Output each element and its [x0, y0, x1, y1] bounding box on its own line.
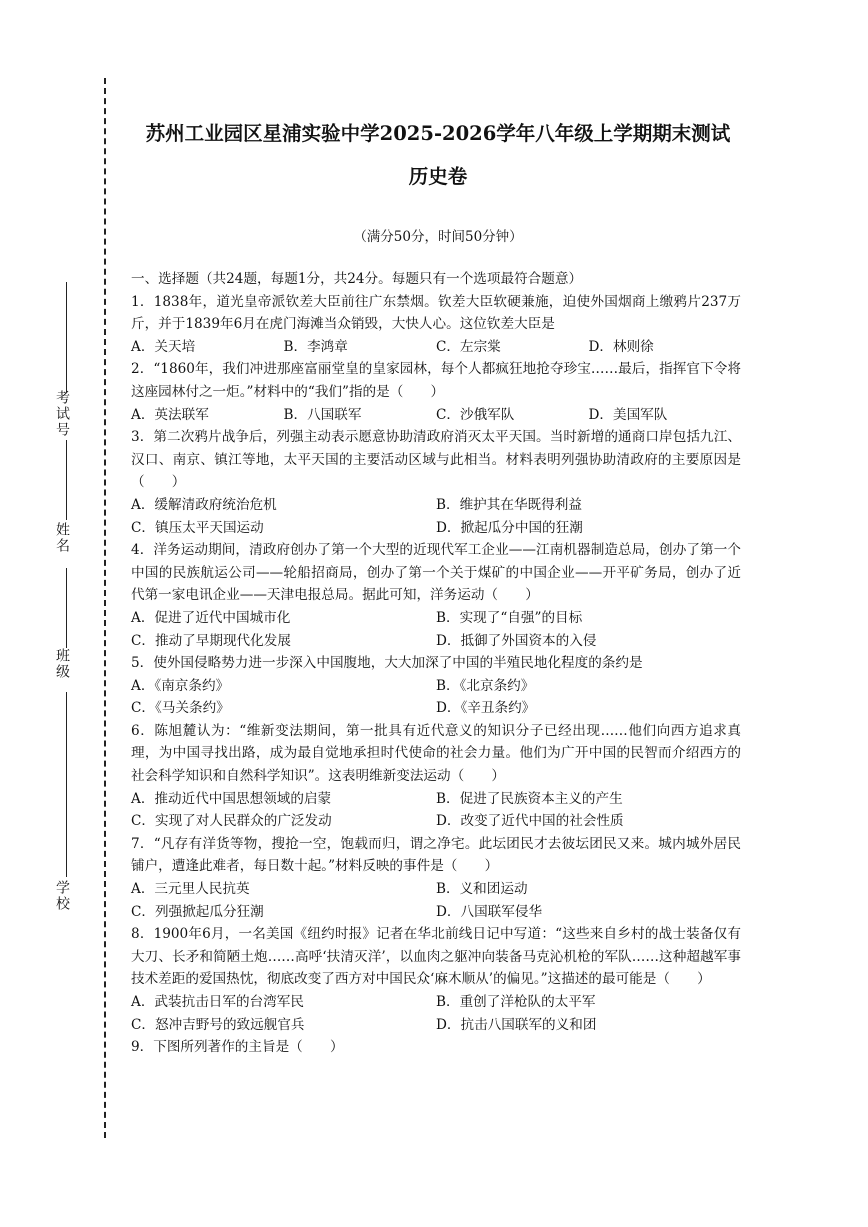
option-b[interactable]: B．李鸿章 [283, 338, 348, 355]
binding-strip [0, 0, 100, 1227]
option-d[interactable]: D．《辛丑条约》 [436, 700, 536, 717]
exam-no-label: 考试号 [54, 390, 70, 438]
option-c[interactable]: C．列强掀起瓜分狂潮 [131, 903, 264, 920]
options [131, 675, 741, 720]
option-a[interactable]: A．推动近代中国思想领域的启蒙 [131, 790, 332, 807]
option-b[interactable]: B．《北京条约》 [436, 677, 535, 694]
option-a[interactable]: A．三元里人民抗英 [131, 881, 250, 898]
option-a[interactable]: A．缓解清政府统治危机 [131, 496, 277, 513]
question-9 [131, 1036, 741, 1059]
question-2 [131, 358, 741, 426]
option-c[interactable]: C．《马关条约》 [131, 700, 230, 717]
binding-dashed-line [104, 78, 106, 1138]
option-d[interactable]: D．美国军队 [588, 406, 668, 423]
option-c[interactable]: C．怒冲吉野号的致远舰官兵 [131, 1016, 305, 1033]
name-line [66, 440, 67, 520]
question-stem: 7．“凡存有洋货等物，搜抢一空，饱载而归，谓之净宅。此坛团民才去彼坛团民又来。城内城外居民铺户，遭逢此难者，每日数十起。”材料反映的事件是（ ） [131, 835, 741, 875]
class-label: 班级 [54, 648, 70, 680]
option-d[interactable]: D．抵御了外国资本的入侵 [436, 632, 597, 649]
option-b[interactable]: B．维护其在华既得利益 [436, 496, 582, 513]
name-label: 姓名 [54, 522, 70, 554]
exam-subtitle: 历史卷 [408, 165, 468, 188]
option-c[interactable]: C．镇压太平天国运动 [131, 519, 264, 536]
option-b[interactable]: B．实现了“自强”的目标 [436, 609, 583, 626]
option-d[interactable]: D．八国联军侵华 [436, 903, 543, 920]
option-a[interactable]: A．英法联军 [131, 406, 209, 423]
option-d[interactable]: D．林则徐 [588, 338, 654, 355]
options [131, 494, 741, 539]
question-6 [131, 720, 741, 833]
option-c[interactable]: C．左宗棠 [436, 338, 501, 355]
section-header: 一、选择题（共24题，每题1分，共24分。每题只有一个选项最符合题意） [131, 271, 583, 287]
options [131, 991, 741, 1036]
question-4 [131, 539, 741, 652]
question-3 [131, 426, 741, 539]
question-stem: 9．下图所列著作的主旨是（ ） [131, 1039, 344, 1056]
options [131, 878, 741, 923]
question-stem: 8．1900年6月，一名美国《纽约时报》记者在华北前线日记中写道：“这些来自乡村的战士装备仅有大刀、长矛和简陋土炮……高呼‘扶清灭洋’，以血肉之躯冲向装备马克沁机枪的军队……这种超越军事技术差距的爱国热忱，彻底改变了西方对中国民众‘麻木顺从’的偏见。”这描述的最可能是（ ） [131, 926, 741, 988]
options [131, 788, 741, 833]
question-stem: 4．洋务运动期间，清政府创办了第一个大型的近现代军工企业——江南机器制造总局，创办了第一个中国的民族航运公司——轮船招商局，创办了第一个关于煤矿的中国企业——开平矿务局，创办了近代第一家电讯企业——天津电报总局。据此可知，洋务运动（ ） [131, 542, 741, 604]
exam-title: 苏州工业园区星浦实验中学2025-2026学年八年级上学期期末测试 [145, 122, 731, 145]
question-stem: 6．陈旭麓认为：“维新变法期间，第一批具有近代意义的知识分子已经出现……他们向西方追求真理，为中国寻找出路，成为最自觉地承担时代使命的社会力量。他们为广开中国的民智而介绍西方的社会科学知识和自然科学知识”。这表明维新变法运动（ ） [131, 722, 741, 785]
option-a[interactable]: A．《南京条约》 [131, 677, 230, 694]
question-stem: 2．“1860年，我们冲进那座富丽堂皇的皇家园林，每个人都疯狂地抢夺珍宝……最后，指挥官下令将这座园林付之一炬。”材料中的“我们”指的是（ ） [131, 361, 741, 400]
question-1 [131, 291, 741, 359]
option-b[interactable]: B．义和团运动 [436, 881, 528, 898]
question-8 [131, 923, 741, 1036]
option-c[interactable]: C．推动了早期现代化发展 [131, 632, 291, 649]
exam-no-line [66, 282, 67, 392]
options [131, 336, 741, 359]
options [131, 404, 741, 427]
option-a[interactable]: A．关天培 [131, 338, 196, 355]
school-line [66, 692, 67, 877]
option-a[interactable]: A．武装抗击日军的台湾军民 [131, 994, 304, 1010]
class-line [66, 568, 67, 648]
question-stem: 3．第二次鸦片战争后，列强主动表示愿意协助清政府消灭太平天国。当时新增的通商口岸包括九江、汉口、南京、镇江等地，太平天国的主要活动区域与此相当。材料表明列强协助清政府的主要原因是（ ） [131, 429, 741, 491]
option-c[interactable]: C．沙俄军队 [436, 406, 515, 423]
question-5 [131, 652, 741, 720]
option-b[interactable]: B．八国联军 [283, 406, 362, 423]
option-a[interactable]: A．促进了近代中国城市化 [131, 609, 291, 626]
school-label: 学校 [54, 880, 70, 912]
question-7 [131, 833, 741, 923]
question-stem: 5．使外国侵略势力进一步深入中国腹地，大大加深了中国的半殖民地化程度的条约是 [131, 655, 643, 672]
option-b[interactable]: B．重创了洋枪队的太平军 [436, 994, 596, 1010]
options [131, 607, 741, 652]
question-stem: 1．1838年，道光皇帝派钦差大臣前往广东禁烟。钦差大臣软硬兼施，迫使外国烟商上缴鸦片237万斤，并于1839年6月在虎门海滩当众销毁，大快人心。这位钦差大臣是 [131, 293, 741, 333]
question-list [131, 268, 741, 1059]
option-d[interactable]: D．抗击八国联军的义和团 [436, 1016, 597, 1033]
option-c[interactable]: C．实现了对人民群众的广泛发动 [131, 813, 332, 830]
option-d[interactable]: D．改变了近代中国的社会性质 [436, 813, 624, 830]
option-b[interactable]: B．促进了民族资本主义的产生 [436, 790, 623, 807]
option-d[interactable]: D．掀起瓜分中国的狂潮 [436, 519, 583, 536]
score-info: （满分50分，时间50分钟） [353, 229, 523, 245]
